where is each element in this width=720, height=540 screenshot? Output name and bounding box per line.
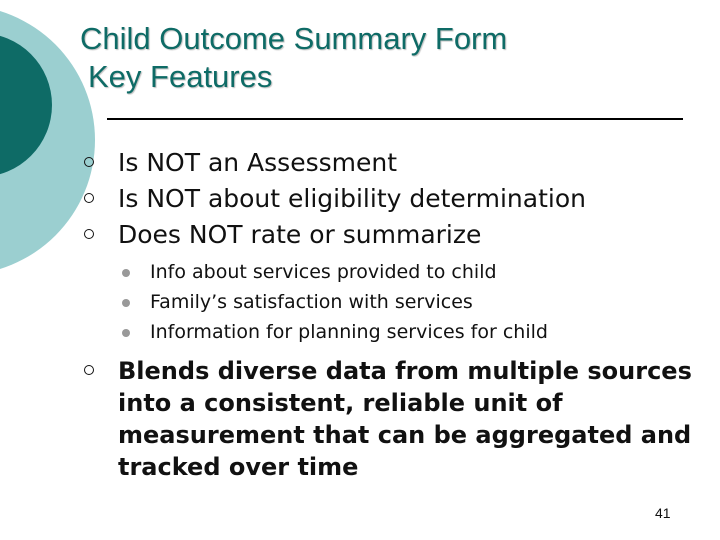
- title-divider: [107, 118, 683, 120]
- bullet-text: Is NOT an Assessment: [118, 148, 398, 177]
- sub-bullet-list: [80, 257, 700, 347]
- sub-bullet-item: [80, 257, 700, 287]
- sub-bullet-item: [80, 317, 700, 347]
- bullet-item-blends: [80, 355, 700, 483]
- ring-bullet-icon: [84, 365, 94, 375]
- bullet-item: [80, 145, 700, 181]
- dot-bullet-icon: [122, 329, 130, 337]
- bullet-item: [80, 181, 700, 217]
- bullet-list: [80, 145, 700, 483]
- slide-title: [80, 20, 680, 96]
- sub-bullet-text: Info about services provided to child: [150, 261, 497, 283]
- sub-bullet-text: Family’s satisfaction with services: [150, 291, 473, 313]
- bullet-text: Does NOT rate or summarize: [118, 220, 482, 249]
- title-line-1: Child Outcome Summary Form: [80, 21, 508, 56]
- title-line-2: Key Features: [88, 59, 273, 94]
- dot-bullet-icon: [122, 299, 130, 307]
- sub-bullet-item: [80, 287, 700, 317]
- sub-bullet-text: Information for planning services for child: [150, 321, 548, 343]
- ring-bullet-icon: [84, 229, 94, 239]
- page-number: 41: [655, 505, 671, 521]
- ring-bullet-icon: [84, 157, 94, 167]
- bullet-text: Is NOT about eligibility determination: [118, 184, 586, 213]
- bullet-text: Blends diverse data from multiple sources into a consistent, reliable unit of measurement that can be aggregated and tracked over time: [118, 357, 692, 481]
- dot-bullet-icon: [122, 269, 130, 277]
- bullet-item: [80, 217, 700, 253]
- ring-bullet-icon: [84, 193, 94, 203]
